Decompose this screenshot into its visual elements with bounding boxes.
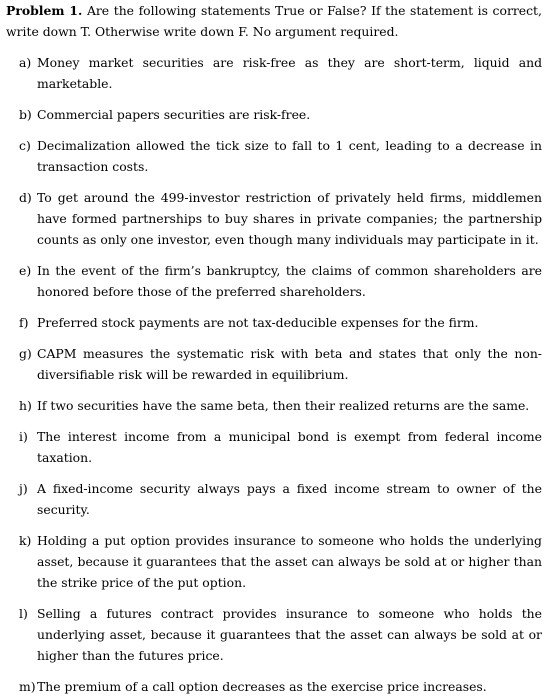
item-text: Decimalization allowed the tick size to fall to 1 cent, leading to a decrease in transaction costs.: [37, 138, 542, 174]
item-label: d): [19, 190, 32, 205]
item-label: g): [19, 346, 32, 361]
item-text: A fixed-income security always pays a fixed income stream to owner of the security.: [37, 481, 542, 517]
item-text: Preferred stock payments are not tax-deducible expenses for the firm.: [37, 315, 479, 330]
list-item: [19, 676, 542, 697]
item-text: Holding a put option provides insurance to someone who holds the underlying asset, because it guarantees that the asset can always be sold at or higher than the strike price of the put option.: [37, 533, 542, 590]
item-label: e): [19, 263, 32, 278]
item-text: In the event of the firm’s bankruptcy, the claims of common shareholders are honored before those of the preferred shareholders.: [37, 263, 542, 299]
item-text: Commercial papers securities are risk-free.: [37, 107, 311, 122]
list-item: [19, 187, 542, 250]
item-label: m): [19, 679, 36, 694]
item-label: l): [19, 606, 28, 621]
list-item: [19, 530, 542, 593]
list-item: [19, 135, 542, 177]
item-text: CAPM measures the systematic risk with beta and states that only the non-diversifiable risk will be rewarded in equilibrium.: [37, 346, 542, 382]
list-item: [19, 312, 542, 333]
item-label: h): [19, 398, 32, 413]
list-item: [19, 260, 542, 302]
item-label: i): [19, 429, 28, 444]
list-item: [19, 603, 542, 666]
item-label: k): [19, 533, 32, 548]
list-item: [19, 426, 542, 468]
list-item: [19, 343, 542, 385]
item-text: The premium of a call option decreases as the exercise price increases.: [37, 679, 487, 694]
list-item: [19, 395, 542, 416]
list-item: [19, 478, 542, 520]
item-text: Selling a futures contract provides insurance to someone who holds the underlying asset, because it guarantees that the asset can always be sold at or higher than the futures price.: [37, 606, 542, 663]
statement-list: [6, 52, 542, 697]
item-label: c): [19, 138, 31, 153]
item-text: To get around the 499-investor restriction of privately held firms, middlemen have formed partnerships to buy shares in private companies; the partnership counts as only one investor, even though many individuals may participate in it.: [37, 190, 542, 247]
item-text: The interest income from a municipal bond is exempt from federal income taxation.: [37, 429, 542, 465]
item-label: f): [19, 315, 29, 330]
item-text: Money market securities are risk-free as they are short-term, liquid and marketable.: [37, 55, 542, 91]
list-item: [19, 52, 542, 94]
item-label: b): [19, 107, 32, 122]
item-label: a): [19, 55, 32, 70]
problem-instructions: Are the following statements True or False? If the statement is correct, write down T. Otherwise write down F. No argument required.: [6, 3, 542, 39]
problem-heading: Problem 1.: [6, 3, 83, 18]
list-item: [19, 104, 542, 125]
problem-intro: [6, 0, 542, 42]
item-text: If two securities have the same beta, then their realized returns are the same.: [37, 398, 530, 413]
item-label: j): [19, 481, 28, 496]
